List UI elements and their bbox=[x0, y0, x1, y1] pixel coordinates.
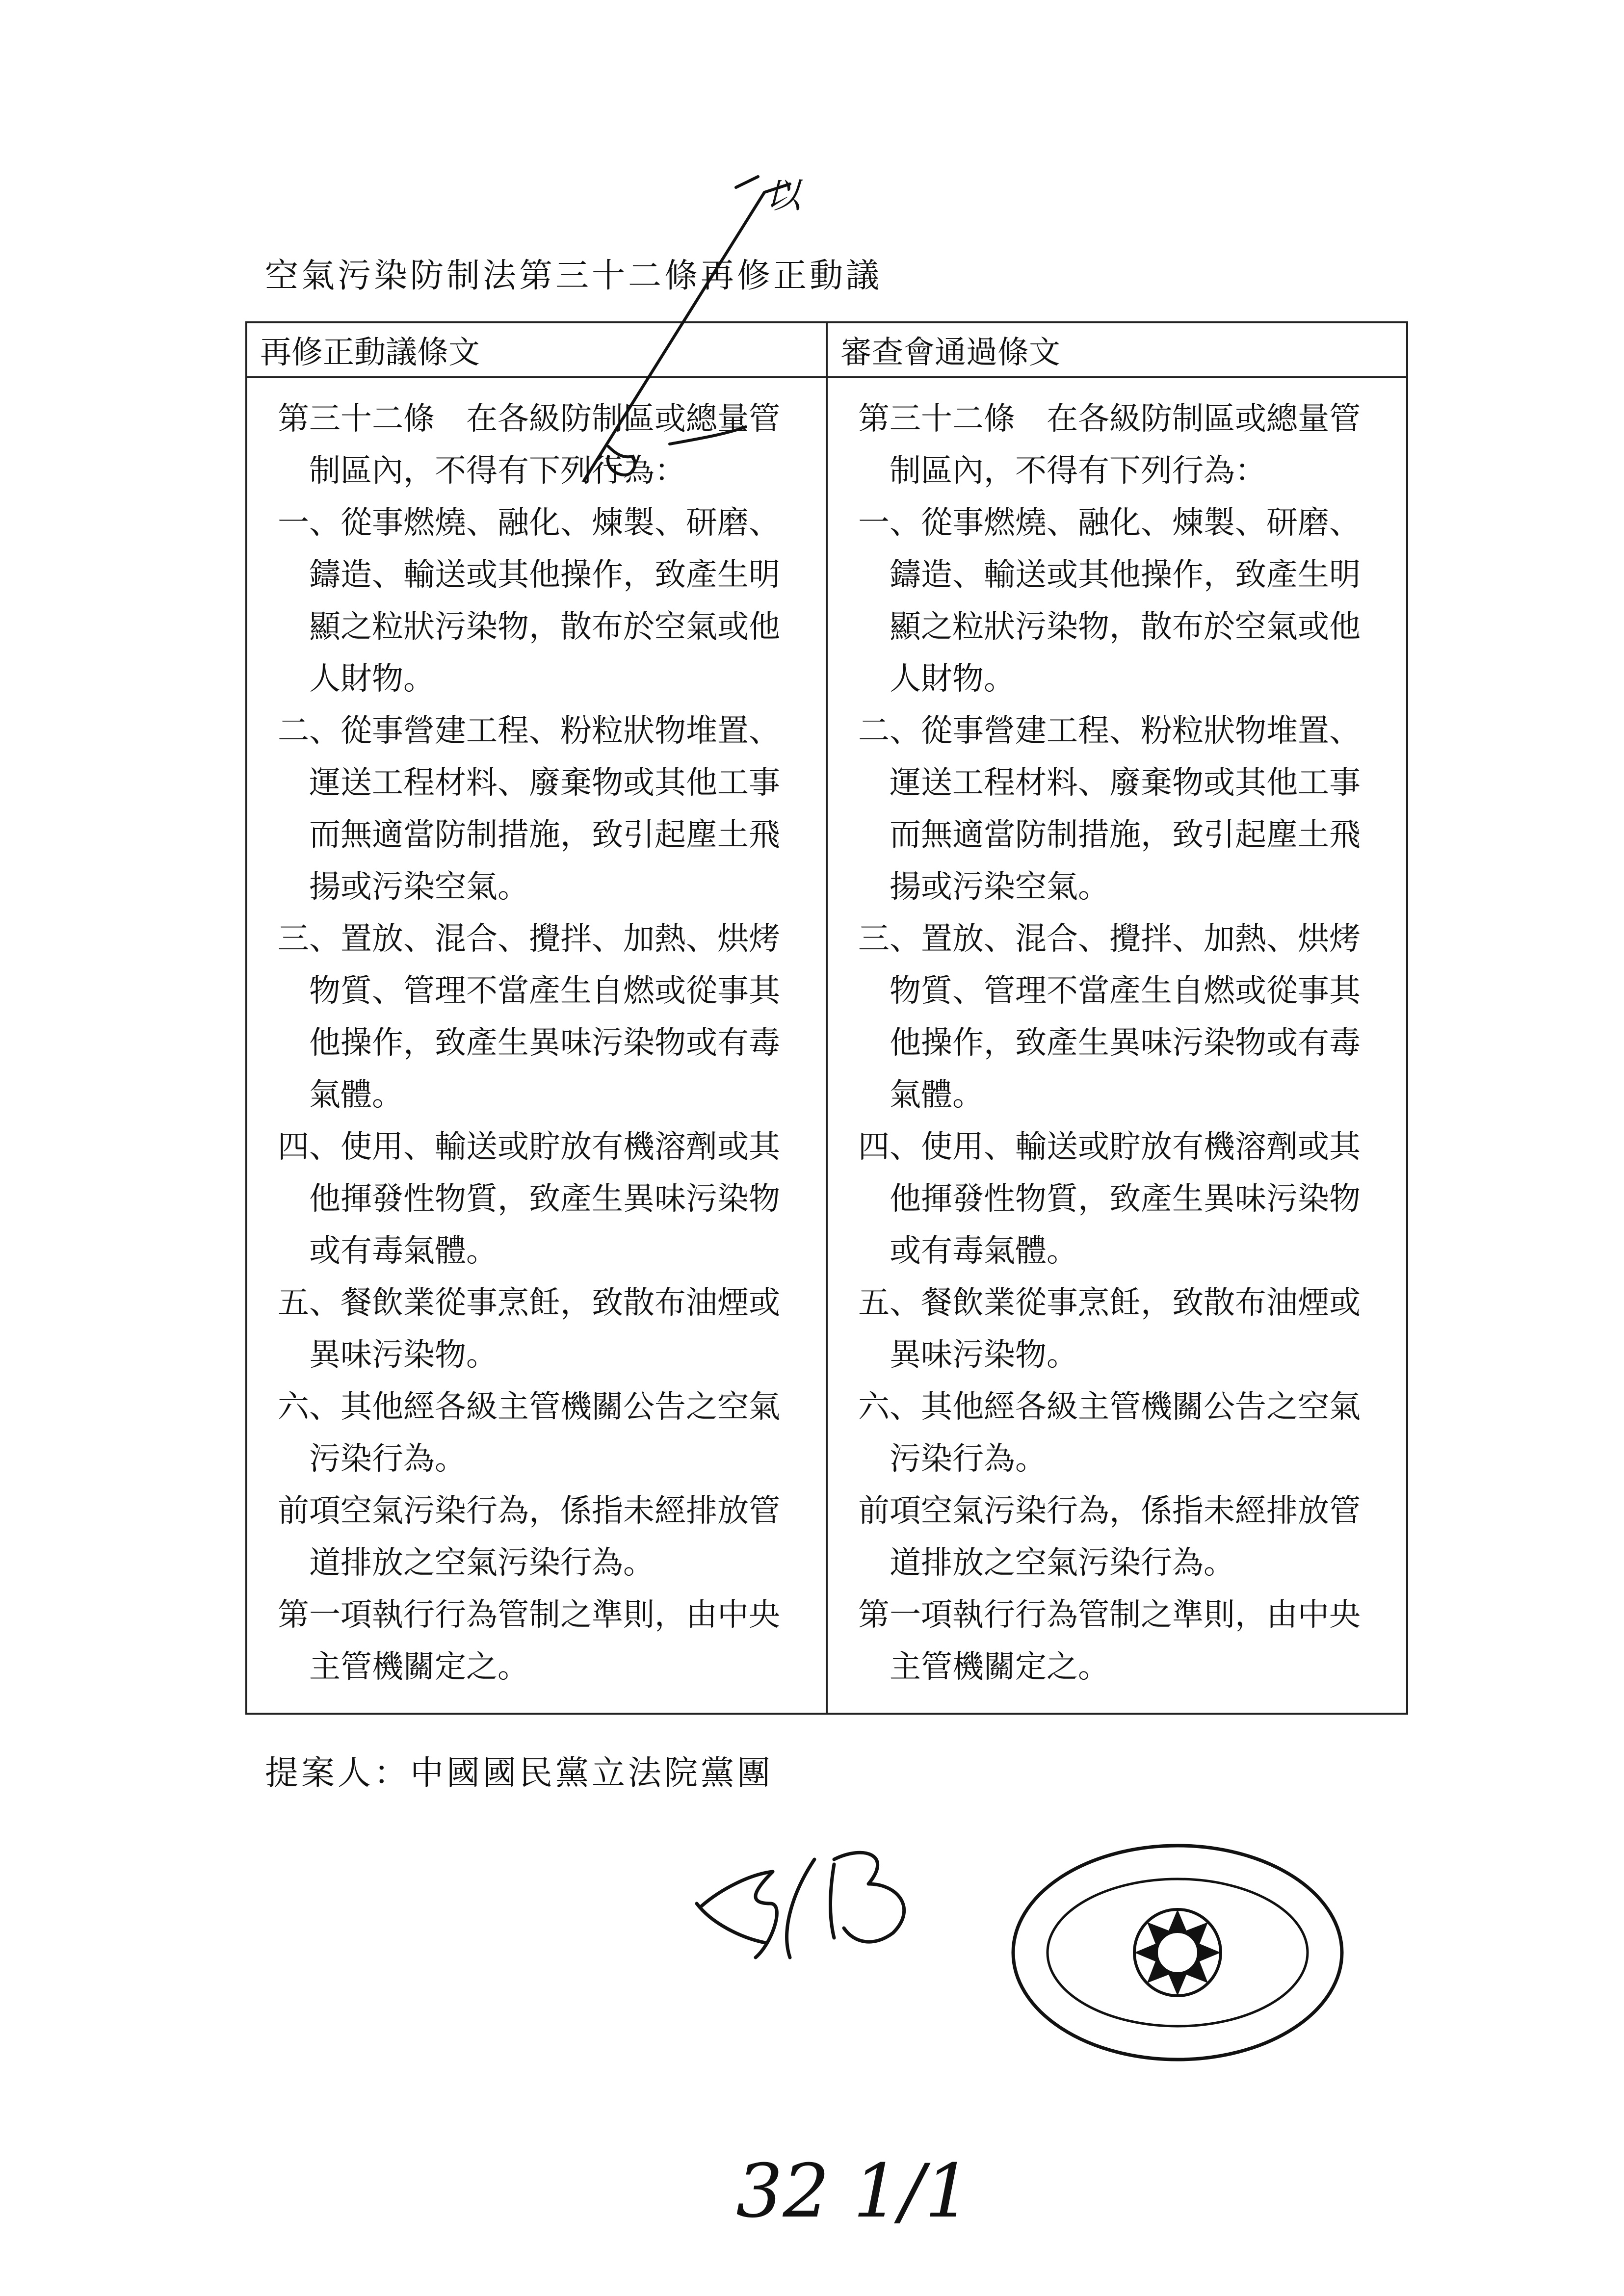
paragraph-3: 第一項執行行為管制之準則，由中央主管機關定之。 bbox=[278, 1597, 780, 1685]
clause-5: 五、餐飲業從事烹飪，致散布油煙或異味污染物。 bbox=[278, 1285, 780, 1373]
document-title: 空氣污染防制法第三十二條再修正動議 bbox=[265, 257, 883, 295]
proposer-line: 提案人：中國國民黨立法院黨團 bbox=[265, 1754, 774, 1793]
header-committee-passed: 審查會通過條文 bbox=[827, 322, 1407, 377]
paragraph-3: 第一項執行行為管制之準則，由中央主管機關定之。 bbox=[858, 1597, 1361, 1685]
clause-3: 三、置放、混合、攪拌、加熱、烘烤物質、管理不當產生自燃或從事其他操作，致產生異味污染物或有毒氣體。 bbox=[278, 921, 780, 1113]
clause-2: 二、從事營建工程、粉粒狀物堆置、運送工程材料、廢棄物或其他工事而無適當防制措施，致引起塵土飛揚或污染空氣。 bbox=[278, 713, 780, 905]
paragraph-2: 前項空氣污染行為，係指未經排放管道排放之空氣污染行為。 bbox=[858, 1493, 1361, 1581]
clause-1: 一、從事燃燒、融化、煉製、研磨、鑄造、輸送或其他操作，致產生明顯之粒狀污染物，散布於空氣或他人財物。 bbox=[858, 505, 1361, 697]
handwritten-correction-note: 以 bbox=[765, 175, 801, 216]
paragraph-2: 前項空氣污染行為，係指未經排放管道排放之空氣污染行為。 bbox=[278, 1493, 780, 1581]
article-intro: 第三十二條 在各級防制區或總量管制區內，不得有下列行為： bbox=[858, 401, 1361, 489]
page-number: 32 1/1 bbox=[736, 2149, 971, 2234]
seal-icon bbox=[1013, 1846, 1342, 2060]
clause-5: 五、餐飲業從事烹飪，致散布油煙或異味污染物。 bbox=[858, 1285, 1361, 1373]
header-revised-motion: 再修正動議條文 bbox=[246, 322, 827, 377]
clause-3: 三、置放、混合、攪拌、加熱、烘烤物質、管理不當產生自燃或從事其他操作，致產生異味污染物或有毒氣體。 bbox=[858, 921, 1361, 1113]
clause-2: 二、從事營建工程、粉粒狀物堆置、運送工程材料、廢棄物或其他工事而無適當防制措施，致引起塵土飛揚或污染空氣。 bbox=[858, 713, 1361, 905]
clause-4: 四、使用、輸送或貯放有機溶劑或其他揮發性物質，致產生異味污染物或有毒氣體。 bbox=[858, 1129, 1361, 1269]
clause-6: 六、其他經各級主管機關公告之空氣污染行為。 bbox=[858, 1389, 1361, 1477]
clause-1: 一、從事燃燒、融化、煉製、研磨、鑄造、輸送或其他操作，致產生明顯之粒狀污染物，散布於空氣或他人財物。 bbox=[278, 505, 780, 697]
clause-6: 六、其他經各級主管機關公告之空氣污染行為。 bbox=[278, 1389, 780, 1477]
article-intro: 第三十二條 在各級防制區或總量管制區內，不得有下列行為： bbox=[278, 401, 780, 489]
clause-4: 四、使用、輸送或貯放有機溶劑或其他揮發性物質，致產生異味污染物或有毒氣體。 bbox=[278, 1129, 780, 1269]
